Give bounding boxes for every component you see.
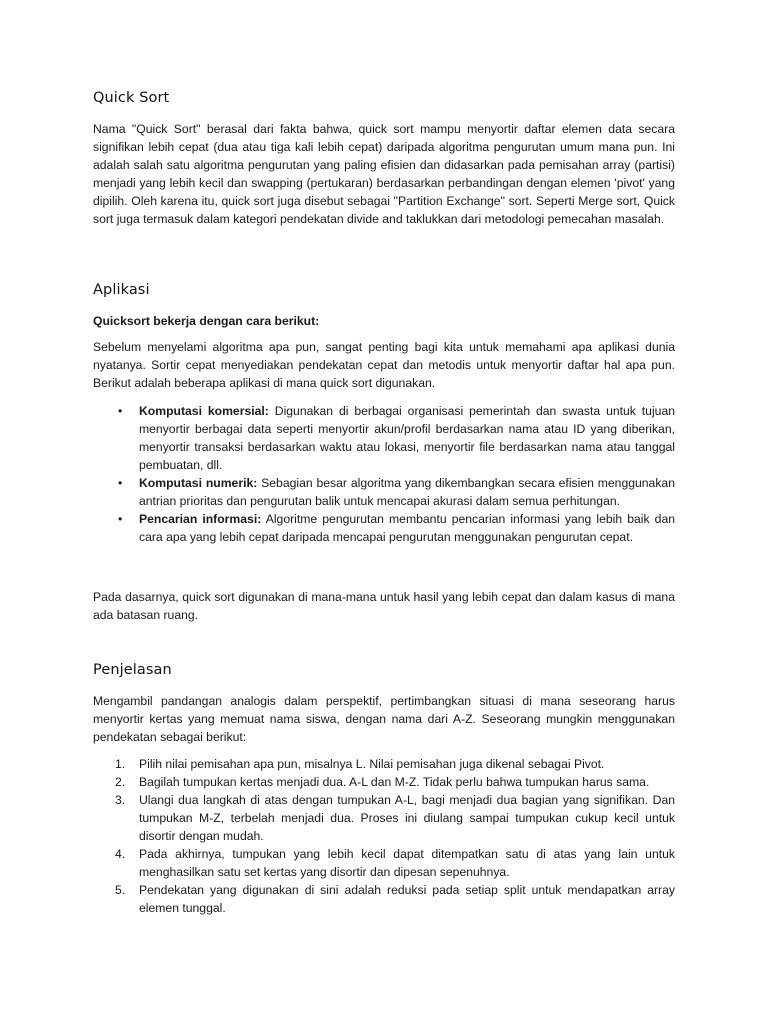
list-item — [93, 402, 675, 474]
list-item — [93, 755, 675, 773]
step-text: Ulangi dua langkah di atas dengan tumpukan A-L, bagi menjadi dua bagian yang signifikan. Dan tumpukan M-Z, terbelah menjadi dua. Proses ini diulang sampai tumpukan cukup kecil untuk disortir dengan mudah. — [139, 793, 675, 843]
heading-penjelasan: Penjelasan — [93, 662, 172, 678]
heading-quick-sort: Quick Sort — [93, 90, 170, 106]
list-item — [93, 773, 675, 791]
list-item — [93, 791, 675, 845]
list-item-term: Komputasi numerik: — [139, 476, 258, 490]
list-item-term: Pencarian informasi: — [139, 512, 262, 526]
step-text: Pendekatan yang digunakan di sini adalah reduksi pada setiap split untuk mendapatkan array elemen tunggal. — [139, 883, 675, 915]
aplikasi-list — [93, 402, 675, 546]
bullet-marker: • — [118, 512, 123, 526]
list-item — [93, 881, 675, 917]
bullet-marker: • — [118, 476, 123, 490]
step-number: 2. — [115, 775, 126, 789]
list-item-text: Sebagian besar algoritma yang dikembangkan secara efisien menggunakan antrian prioritas dan pengurutan balik untuk mencapai akurasi dalam semua perhitungan. — [139, 476, 675, 508]
list-item-term: Komputasi komersial: — [139, 404, 269, 418]
list-item — [93, 845, 675, 881]
list-item — [93, 474, 675, 510]
heading-aplikasi: Aplikasi — [93, 282, 150, 298]
aplikasi-closing: Pada dasarnya, quick sort digunakan di mana-mana untuk hasil yang lebih cepat dan dalam kasus di mana ada batasan ruang. — [93, 590, 675, 622]
step-text: Pilih nilai pemisahan apa pun, misalnya L. Nilai pemisahan juga dikenal sebagai Pivot. — [139, 757, 605, 771]
step-number: 1. — [115, 757, 126, 771]
step-text: Pada akhirnya, tumpukan yang lebih kecil dapat ditempatkan satu di atas yang lain untuk menghasilkan satu set kertas yang disortir dan dipesan sepenuhnya. — [139, 847, 675, 879]
step-number: 5. — [115, 883, 126, 897]
list-item-text: Algoritme pengurutan membantu pencarian informasi yang lebih baik dan cara apa yang lebih cepat daripada mencapai pengurutan menggunakan pengurutan cepat. — [139, 512, 676, 544]
bullet-marker: • — [118, 404, 123, 418]
penjelasan-steps — [93, 755, 675, 917]
step-number: 4. — [115, 847, 126, 861]
aplikasi-intro: Sebelum menyelami algoritma apa pun, sangat penting bagi kita untuk memahami apa aplikasi dunia nyatanya. Sortir cepat menyediakan pendekatan cepat dan metodis untuk menyortir daftar hal apa pun. Berikut adalah beberapa aplikasi di mana quick sort digunakan. — [93, 340, 675, 390]
penjelasan-intro: Mengambil pandangan analogis dalam perspektif, pertimbangkan situasi di mana seseorang harus menyortir kertas yang memuat nama siswa, dengan nama dari A-Z. Seseorang mungkin menggunakan pendekatan sebagai berikut: — [93, 694, 675, 744]
quick-sort-paragraph: Nama "Quick Sort" berasal dari fakta bahwa, quick sort mampu menyortir daftar elemen data secara signifikan lebih cepat (dua atau tiga kali lebih cepat) daripada algoritma pengurutan umum mana pun. Ini adalah salah satu algoritma pengurutan yang paling efisien dan didasarkan pada pemisahan array (partisi) menjadi yang lebih kecil dan swapping (pertukaran) berdasarkan perbandingan dengan elemen 'pivot' yang dipilih. Oleh karena itu, quick sort juga disebut sebagai "Partition Exchange" sort. Seperti Merge sort, Quick sort juga termasuk dalam kategori pendekatan divide and taklukkan dari metodologi pemecahan masalah. — [93, 122, 675, 226]
aplikasi-subtitle: Quicksort bekerja dengan cara berikut: — [93, 314, 320, 328]
list-item-text: Digunakan di berbagai organisasi pemerintah dan swasta untuk tujuan menyortir berbagai data seperti menyortir akun/profil berdasarkan nama atau ID yang diberikan, menyortir transaksi berdasarkan waktu atau lokasi, menyortir file berdasarkan nama atau tanggal pembuatan, dll. — [139, 404, 676, 472]
step-number: 3. — [115, 793, 126, 807]
list-item — [93, 510, 675, 546]
step-text: Bagilah tumpukan kertas menjadi dua. A-L dan M-Z. Tidak perlu bahwa tumpukan harus sama. — [139, 775, 650, 789]
